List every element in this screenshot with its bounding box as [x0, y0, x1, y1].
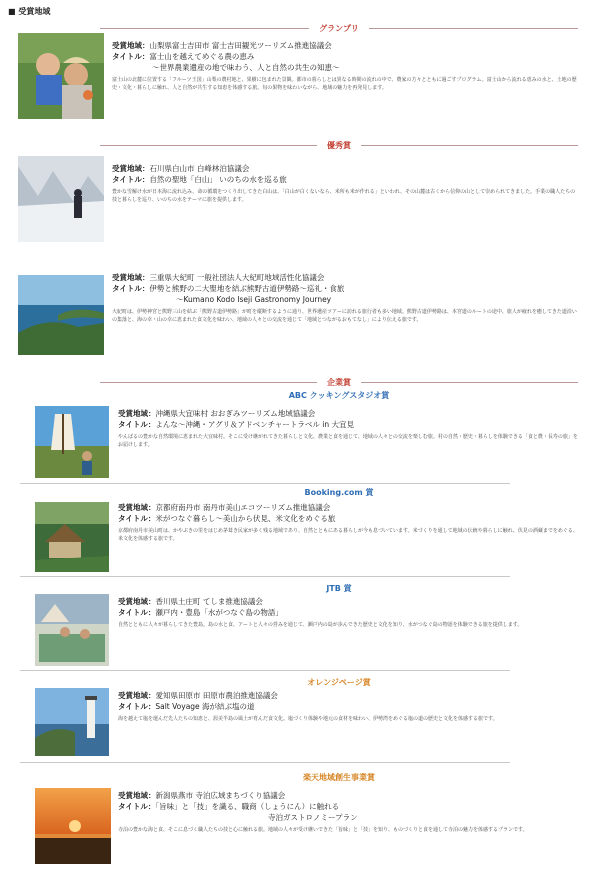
- entry-separator: [20, 670, 510, 671]
- region-key: 受賞地域：: [118, 791, 156, 800]
- award-name: JTB 賞: [326, 584, 352, 593]
- category-label: 企業賞: [327, 377, 351, 387]
- title-value: 伊勢と熊野の二大聖地を結ぶ熊野古道伊勢路〜巡礼・食旅: [149, 284, 345, 293]
- entry-photo-3: [18, 275, 104, 355]
- entry-title: [118, 701, 578, 712]
- entry-region: [118, 690, 578, 701]
- entry-photo-8: [35, 788, 111, 864]
- entry-title: [112, 283, 578, 294]
- entry-block-1: [112, 40, 578, 116]
- category-divider-grand-prix: [100, 22, 578, 34]
- entry-title-cont: 〜Kumano Kodo Iseji Gastronomy Journey: [176, 295, 332, 304]
- award-name: Booking.com 賞: [304, 488, 374, 497]
- award-name: 楽天地域創生事業賞: [303, 773, 375, 782]
- category-label: 優秀賞: [327, 140, 351, 150]
- entry-region: [118, 502, 578, 513]
- entry-description: 豊かな雪解け水が日本海に流れ込み、命の循環をつくり出してきた白山は、「白山が白くないなら、米所も米が作れる」といわれ、その山麓は古くから信仰の山として崇められてきました。手業の職人たちの技と暮らしを巡り、いのちの水をテーマに旅を提供します。: [112, 189, 576, 203]
- entry-title-cont: 〜世界農業遺産の地で味わう、人と自然の共生の知恵〜: [152, 63, 340, 72]
- region-value: 沖縄県大宜味村 おおぎみツーリズム地域協議会: [155, 409, 316, 418]
- region-key: 受賞地域：: [112, 41, 150, 50]
- entry-photo-5: [35, 502, 109, 572]
- region-value: 石川県白山市 白峰林泊協議会: [149, 164, 250, 173]
- entry-region: [118, 790, 578, 801]
- region-value: 京都府南丹市 南丹市美山エコツーリズム推進協議会: [155, 503, 331, 512]
- entry-region: [118, 408, 578, 419]
- region-key: 受賞地域：: [112, 273, 150, 282]
- entry-title: [118, 801, 578, 812]
- region-key: 受賞地域：: [118, 597, 156, 606]
- entry-photo-7: [35, 688, 109, 756]
- title-value: 米がつなぐ暮らし〜美山から伏見、米文化をめぐる旅: [155, 514, 336, 523]
- entry-block-4: [118, 408, 578, 457]
- entry-title-cont: 寺泊ガストロノミープラン: [268, 813, 358, 822]
- entry-separator: [20, 576, 510, 577]
- entry-title: [118, 607, 578, 618]
- entry-title: [118, 513, 578, 524]
- region-value: 新潟県燕市 寺泊広域まちづくり協議会: [155, 791, 286, 800]
- title-key: タイトル：: [112, 284, 150, 293]
- entry-description: 海を越えて塩を運んだ先人たちの知恵と、渥美半島の風土が育んだ食文化。塩づくり体験や地元の食材を味わい、伊勢湾をめぐる塩の道の歴史と文化を体感する旅です。: [118, 716, 498, 722]
- entry-title: [112, 174, 578, 185]
- title-value: Salt Voyage 海が結ぶ塩の道: [155, 702, 255, 711]
- entry-region: [112, 163, 578, 174]
- entry-photo-1: [18, 33, 104, 119]
- title-value: 「旨味」と「技」を識る、職商（しょうにん）に触れる: [155, 802, 340, 811]
- category-divider-corporate: [100, 376, 578, 388]
- category-divider-excellence: [100, 139, 578, 151]
- title-key: タイトル：: [112, 52, 150, 61]
- title-key: タイトル：: [118, 608, 156, 617]
- entry-separator: [20, 483, 510, 484]
- title-value: 瀬戸内・豊島「水がつなぐ島の物語」: [155, 608, 283, 617]
- entry-block-5: [118, 502, 578, 559]
- entry-block-2: [112, 163, 578, 228]
- entry-description: 富士山の北麓に位置する「フルーツ王国」山梨の農村地と、果樹に包まれた景観。都市の暮らしとは異なる時間の流れの中で、農家の方々とともに過ごすプログラム。富士山から流れる恵みの水と、土地の歴史・文化・暮らしに触れ、人と自然が共生する知恵を体感する旅。旬の果物を味わいながら、地域の魅力を再発見します。: [112, 77, 577, 91]
- entry-block-3: [112, 272, 578, 348]
- entry-block-7: [118, 690, 578, 747]
- entry-region: [112, 272, 578, 283]
- region-key: 受賞地域：: [112, 164, 150, 173]
- region-key: 受賞地域：: [118, 691, 156, 700]
- title-key: タイトル：: [118, 420, 156, 429]
- region-key: 受賞地域：: [118, 409, 156, 418]
- title-key: タイトル：: [118, 802, 156, 811]
- entry-description: やんばるの豊かな自然環境に恵まれた大宜味村。そこに受け継がれてきた暮らしと文化、農業と食を通じて、地域の人々との交流を楽しむ旅。村の自然・歴史・暮らしを体験できる「食と農・長寿の旅」をお届けします。: [118, 434, 578, 448]
- entry-title: [112, 51, 578, 62]
- entry-block-8: [118, 790, 578, 858]
- category-label: グランプリ: [319, 23, 359, 33]
- entry-description: 自然とともに人々が暮らしてきた豊島。島の水と食、アートと人々の営みを通じて、瀬戸内の島が歩んできた歴史と文化を知り、水がつなぐ島の物語を体験できる旅を提供します。: [118, 622, 523, 628]
- entry-title: [118, 419, 578, 430]
- award-name: ABC クッキングスタジオ賞: [288, 391, 390, 400]
- award-name: オレンジページ賞: [307, 678, 371, 687]
- entry-region: [112, 40, 578, 51]
- entry-photo-6: [35, 594, 109, 666]
- title-value: よんな〜沖縄・アグリ＆アドベンチャートラベル in 大宜見: [155, 420, 355, 429]
- entry-region: [118, 596, 578, 607]
- region-value: 三重県大紀町 一般社団法人大紀町地域活性化協議会: [149, 273, 325, 282]
- region-value: 山梨県富士吉田市 富士吉田観光ツーリズム推進協議会: [149, 41, 332, 50]
- entry-photo-4: [35, 406, 109, 478]
- entry-description: 寺泊の豊かな海と食、そこに息づく職人たちの技と心に触れる旅。地域の人々が受け継いできた「旨味」と「技」を知り、ものづくりと食を通して寺泊の魅力を体感するプランです。: [118, 827, 528, 833]
- title-key: タイトル：: [112, 175, 150, 184]
- title-value: 自然の聖地「白山」 いのちの水を巡る旅: [149, 175, 287, 184]
- entry-description: 大紀町は、伊勢神宮と熊野三山を結ぶ「熊野古道伊勢路」が町を縦断するように通り、世界遺産ツアーに訪れる旅行者も多い地域。熊野古道伊勢路は、本宮道のルートの途中、旅人が疲れを癒してきた道沿いの集落と、海の幸・山の幸に恵まれた食文化を味わい、地域の人々との交流を通じて「地域とつながるおもてなし」により伝える旅です。: [112, 309, 577, 323]
- title-key: タイトル：: [118, 514, 156, 523]
- region-key: 受賞地域：: [118, 503, 156, 512]
- region-value: 香川県土庄町 てしま推進協議会: [155, 597, 263, 606]
- region-value: 愛知県田原市 田原市農泊推進協議会: [155, 691, 278, 700]
- entry-description: 京都府南丹市美山町は、かやぶきの里をはじめ茅葺き民家が多く残る地域であり、自然とともにある暮らしが今も息づいています。米づくりを通して地域の伝統や暮らしに触れ、伏見の酒蔵までをめぐる、米文化を体感する旅です。: [118, 528, 578, 542]
- page-header: ■ 受賞地域: [8, 7, 51, 16]
- title-value: 富士山を越えてめぐる農の恵み: [149, 52, 255, 61]
- title-key: タイトル：: [118, 702, 156, 711]
- entry-photo-2: [18, 156, 104, 242]
- entry-block-6: [118, 596, 578, 645]
- entry-separator: [20, 762, 510, 763]
